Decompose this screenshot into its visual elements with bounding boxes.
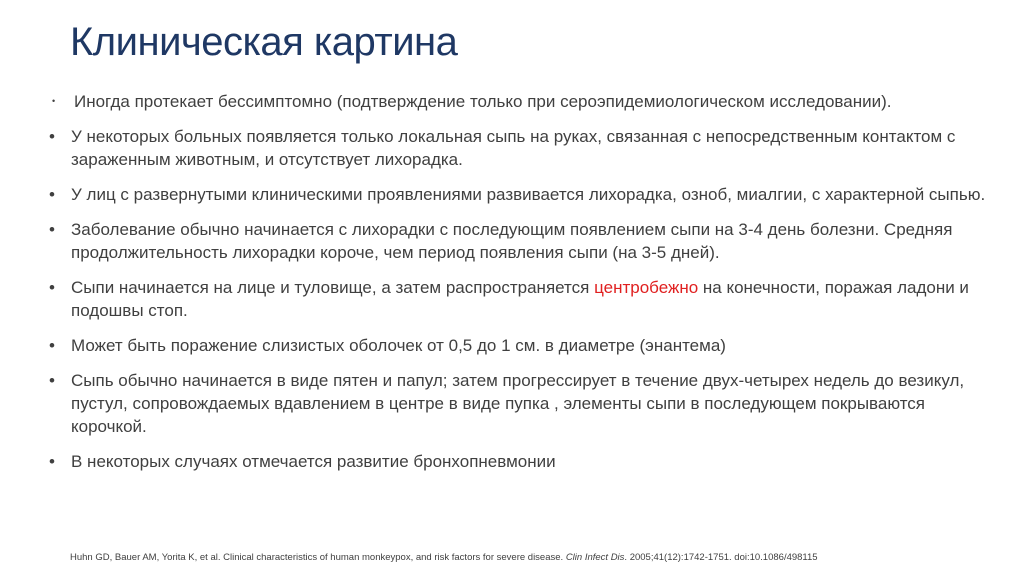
bullet-item [49, 369, 989, 438]
bullet-dot-icon: • [49, 371, 55, 390]
bullet-item [49, 218, 989, 264]
highlighted-word: центробежно [594, 278, 699, 297]
bullet-text: Иногда протекает бессимптомно (подтверждение только при сероэпидемиологическом исследовании). [74, 92, 892, 111]
bullet-dot-icon: • [49, 278, 55, 297]
reference-authors: Huhn GD, Bauer AM, Yorita K, et al. Clinical characteristics of human monkeypox, and risk factors for severe disease. [70, 552, 566, 563]
reference-citation [70, 552, 818, 564]
bullet-item [49, 276, 989, 322]
bullet-dot-icon: • [49, 336, 55, 355]
bullet-item [49, 450, 989, 473]
bullet-dot-icon: • [49, 185, 55, 204]
bullet-text-part: Сыпи начинается на лице и туловище, а затем распространяется [71, 278, 595, 297]
bullet-dot-icon: • [52, 96, 56, 106]
bullet-text: В некоторых случаях отмечается развитие бронхопневмонии [71, 452, 556, 471]
bullet-text: Может быть поражение слизистых оболочек от 0,5 до 1 см. в диаметре (энантема) [71, 336, 726, 355]
bullet-dot-icon: • [49, 452, 55, 471]
bullet-text: У лиц с развернутыми клиническими проявлениями развивается лихорадка, озноб, миалгии, с характерной сыпью. [71, 185, 986, 204]
bullet-text: У некоторых больных появляется только локальная сыпь на руках, связанная с непосредственным контактом с зараженным животным, и отсутствует лихорадка. [71, 127, 956, 169]
bullet-text-part: на конечности, поражая ладони и подошвы стоп. [71, 278, 969, 320]
bullet-text: Заболевание обычно начинается с лихорадки с последующим появлением сыпи на 3-4 день болезни. Средняя продолжительность лихорадки короче, чем период появления сыпи (на 3-5 дней). [71, 220, 953, 262]
bullet-item [49, 183, 989, 206]
bullet-item [49, 334, 989, 357]
bullet-item [49, 90, 989, 113]
reference-journal: Clin Infect Dis [565, 552, 625, 563]
bullet-list [49, 90, 989, 485]
bullet-text [71, 278, 969, 320]
bullet-item [49, 125, 989, 171]
bullet-dot-icon: • [49, 127, 55, 146]
slide-title: Клиническая картина [70, 20, 458, 64]
bullet-dot-icon: • [49, 220, 55, 239]
reference-details: . 2005;41(12):1742-1751. doi:10.1086/498115 [624, 552, 818, 563]
bullet-text: Сыпь обычно начинается в виде пятен и папул; затем прогрессирует в течение двух-четырех недель до везикул, пустул, сопровождаемых вдавлением в центре в виде пупка , элементы сыпи в последующем покрываются корочкой. [71, 371, 965, 436]
